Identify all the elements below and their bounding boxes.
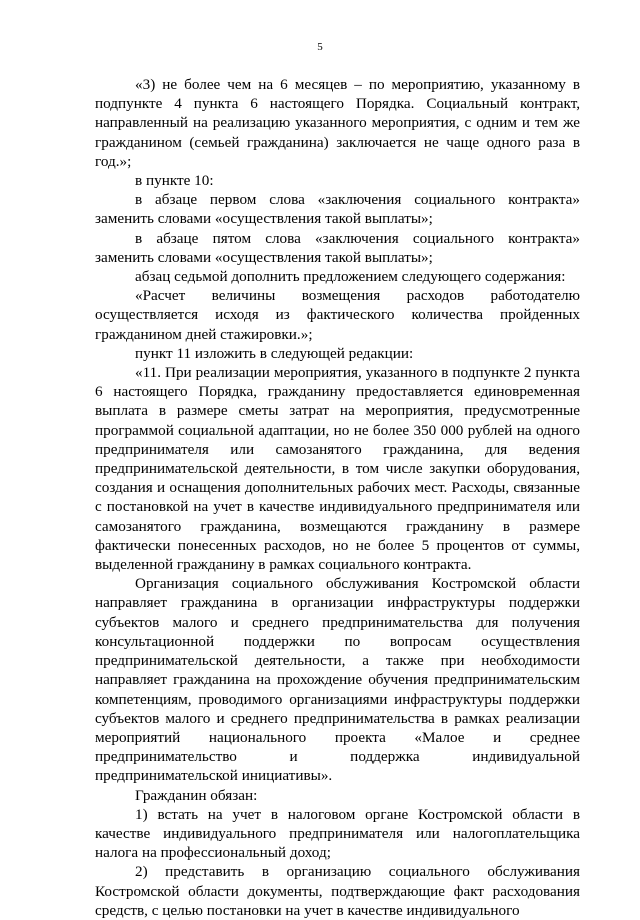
paragraph-point-11: пункт 11 изложить в следующей редакции: [135,344,414,362]
paragraph-obligations-heading: Гражданин обязан: [135,786,258,804]
paragraph-quote-compensation: «Расчет величины возмещения расходов работодателю осуществляется исходя из фактического количества пройденных гражданином дней стажировки.»; [95,287,580,343]
paragraph-organization: Организация социального обслуживания Костромской области направляет гражданина в организации инфраструктуры поддержки субъектов малого и среднего предпринимательства для получения консультационной поддержки по вопросам осуществления предпринимательской деятельности, а также при необходимости направляет гражданина на прохождение обучения предпринимательским компетенциям, проводимого организациями инфраструктуры поддержки субъектов малого и среднего предпринимательства в рамках реализации мероприятий национального проекта «Малое и среднее предпринимательство и поддержка индивидуальной предпринимательской инициативы». [95,575,580,785]
paragraph-abzats-5: в абзаце пятом слова «заключения социального контракта» заменить словами «осуществления такой выплаты»; [95,229,580,266]
paragraph-point-11-text: «11. При реализации мероприятия, указанного в подпункте 2 пункта 6 настоящего Порядка, гражданину предоставляется единовременная выплата в размере сметы затрат на мероприятия, предусмотренные программой социальной адаптации, но не более 350 000 рублей на одного предпринимателя или самозанятого гражданина, для ведения предпринимательской деятельности, в том числе закупки оборудования, создания и оснащения дополнительных рабочих мест. Расходы, связанные с постановкой на учет в качестве индивидуального предпринимателя или самозанятого гражданина, возмещаются гражданину в размере фактически понесенных расходов, но не более 5 процентов от суммы, выделенной гражданину в рамках социального контракта. [95,364,580,574]
paragraph-abzats-7: абзац седьмой дополнить предложением следующего содержания: [135,268,566,286]
paragraph-point-10: в пункте 10: [135,172,214,190]
document-body [95,75,580,920]
paragraph-abzats-1: в абзаце первом слова «заключения социального контракта» заменить словами «осуществления такой выплаты»; [95,191,580,228]
paragraph-obligation-1: 1) встать на учет в налоговом органе Костромской области в качестве индивидуального предпринимателя или налогоплательщика налога на профессиональный доход; [95,805,580,862]
paragraph-obligation-2: 2) представить в организацию социального обслуживания Костромской области документы, подтверждающие факт расходования средств, с целью постановки на учет в качестве индивидуального [95,863,580,919]
page-number: 5 [317,41,323,53]
paragraph-amendment-3: «3) не более чем на 6 месяцев – по мероприятию, указанному в подпункте 4 пункта 6 настоящего Порядка. Социальный контракт, направленный на реализацию указанного мероприятия, с одним и тем же гражданином (семьей гражданина) заключается не чаще одного раза в год.»; [95,76,580,170]
